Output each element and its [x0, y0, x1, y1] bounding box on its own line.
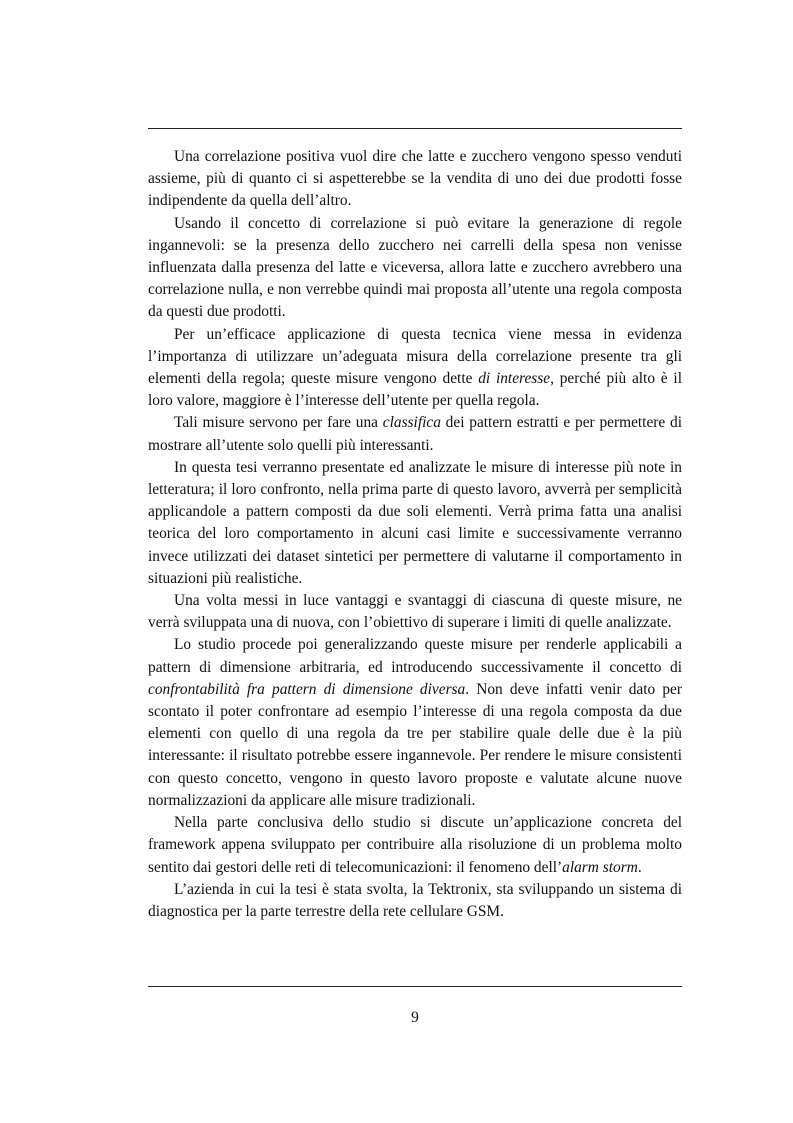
header-rule: [148, 128, 682, 129]
page-number: 9: [411, 1009, 419, 1026]
italic-text: classifica: [382, 414, 441, 432]
text-run: Lo studio procede poi generalizzando queste misure per renderle applicabili a pattern di dimensione arbitraria, ed introducendo successivamente il concetto di: [148, 636, 682, 676]
paragraph: [148, 412, 682, 456]
text-run: Nella parte conclusiva dello studio si discute un’applicazione concreta del framework appena sviluppato per contribuire alla risoluzione di un problema molto sentito dai gestori delle reti di telecomunicazioni: il fenomeno dell’: [148, 814, 682, 876]
text-run: Per un’efficace applicazione di questa tecnica viene messa in evidenza l’importanza di utilizzare un’adeguata misura della correlazione presente tra gli elementi della regola; queste misure vengono dette: [148, 325, 682, 388]
paragraph: [148, 634, 682, 812]
text-run: . Non deve infatti venir dato per scontato il poter confrontare ad esempio l’interesse di una regola composta da due elementi con quello di una regola da tre per stabilire quale delle due è la più interessante: il risultato potrebbe essere ingannevole. Per rendere le misure consistenti con questo concetto, vengono in questo lavoro proposte e valutate alcune nuove normalizzazioni da applicare alle misure tradizionali.: [148, 680, 682, 809]
text-run: Tali misure servono per fare una: [174, 414, 383, 432]
italic-text: confrontabilità fra pattern di dimensione diversa: [148, 680, 466, 698]
text-run: .: [637, 858, 642, 876]
text-run: dei pattern estratti e per permettere di mostrare all’utente solo quelli più interessanti.: [148, 414, 682, 454]
italic-text: di interesse: [478, 370, 551, 388]
paragraph: [148, 590, 682, 634]
paragraph: [148, 879, 682, 923]
footer-rule: [148, 986, 682, 987]
text-run: Usando il concetto di correlazione si può evitare la generazione di regole ingannevoli: se la presenza dello zucchero nei carrelli della spesa non venisse influenzata dalla presenza del latte e viceversa, allora latte e zucchero avrebbero una correlazione nulla, e non verrebbe quindi mai proposta all’utente una regola composta da questi due prodotti.: [148, 214, 682, 321]
text-run: Una correlazione positiva vuol dire che latte e zucchero vengono spesso venduti assieme, più di quanto ci si aspetterebbe se la vendita di uno dei due prodotti fosse indipendente da quella dell’altro.: [148, 148, 682, 210]
paragraph: [148, 146, 682, 213]
paragraph: [148, 457, 682, 590]
text-run: , perché più alto è il loro valore, maggiore è l’interesse dell’utente per quella regola.: [148, 370, 682, 410]
paragraph: [148, 324, 682, 413]
italic-text: alarm storm: [562, 858, 638, 876]
paragraph: [148, 812, 682, 879]
text-run: In questa tesi verranno presentate ed analizzate le misure di interesse più note in letteratura; il loro confronto, nella prima parte di questo lavoro, avverrà per semplicità applicandole a pattern composti da due soli elementi. Verrà prima fatta una analisi teorica del loro comportamento in alcuni casi limite e successivamente verranno invece utilizzati dei dataset sintetici per permettere di valutarne il comportamento in situazioni più realistiche.: [148, 458, 682, 587]
text-run: L’azienda in cui la tesi è stata svolta, la Tektronix, sta sviluppando un sistema di diagnostica per la parte terrestre della rete cellulare GSM.: [148, 880, 682, 920]
text-run: Una volta messi in luce vantaggi e svantaggi di ciascuna di queste misure, ne verrà sviluppata una di nuova, con l’obiettivo di superare i limiti di quelle analizzate.: [148, 592, 682, 632]
paragraph: [148, 213, 682, 324]
body-text: [148, 146, 682, 923]
